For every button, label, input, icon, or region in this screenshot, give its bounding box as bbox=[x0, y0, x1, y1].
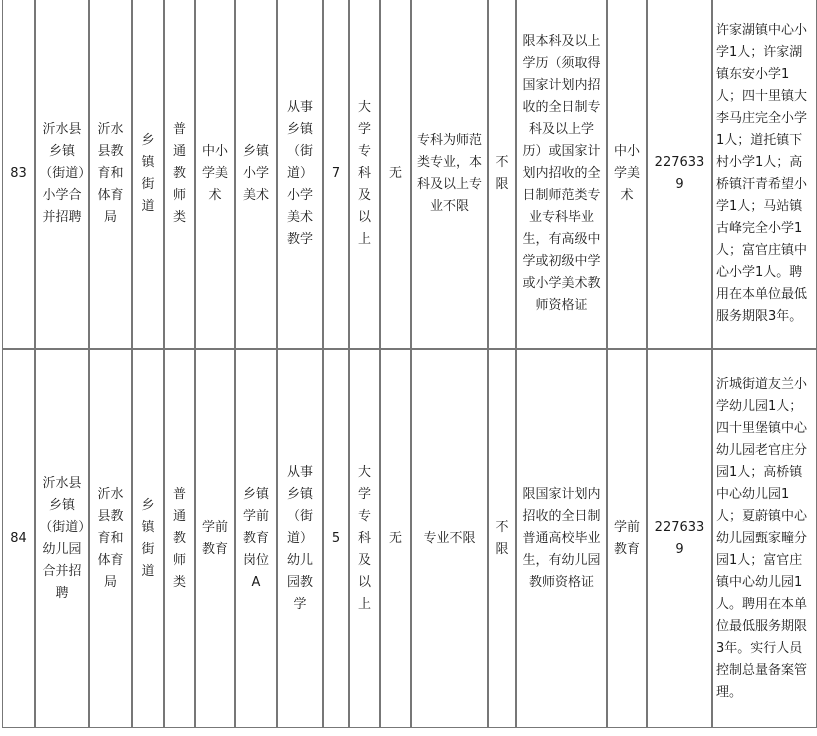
post-name-cell: 乡镇学前教育岗位A bbox=[235, 349, 277, 728]
duty-cell: 从事乡镇（街道）幼儿园教学 bbox=[277, 349, 323, 728]
education-cell: 大学专科及以上 bbox=[349, 0, 380, 349]
requirements-cell: 限本科及以上学历（须取得国家计划内招收的全日制专科及以上学历）或国家计划内招收的全日制师范类专业专科毕业生，有高级中学或初级中学或小学美术教师资格证 bbox=[516, 0, 607, 349]
education-cell: 大学专科及以上 bbox=[349, 349, 380, 728]
post-type-cell: 中小学美术 bbox=[195, 0, 235, 349]
post-name-cell: 乡镇小学美术 bbox=[235, 0, 277, 349]
major-cell: 专业不限 bbox=[411, 349, 488, 728]
post-type-cell: 学前教育 bbox=[195, 349, 235, 728]
other-cell: 不限 bbox=[488, 349, 516, 728]
level-cell: 乡镇街道 bbox=[132, 349, 164, 728]
table-row bbox=[2, 0, 817, 349]
remarks-cell: 沂城街道友兰小学幼儿园1人；四十里堡镇中心幼儿园老官庄分园1人；高桥镇中心幼儿园1人；夏蔚镇中心幼儿园甄家疃分园1人；富官庄镇中心幼儿园1人。聘用在本单位最低服务期限3年。实行人员控制总量备案管理。 bbox=[712, 349, 817, 728]
exam-type-cell: 学前教育 bbox=[607, 349, 647, 728]
position-name-cell: 沂水县乡镇（街道）幼儿园合并招聘 bbox=[35, 349, 89, 728]
count-cell: 7 bbox=[323, 0, 349, 349]
row-number-cell: 83 bbox=[2, 0, 35, 349]
table-row bbox=[2, 349, 817, 728]
other-cell: 不限 bbox=[488, 0, 516, 349]
row-number-cell: 84 bbox=[2, 349, 35, 728]
exam-type-cell: 中小学美术 bbox=[607, 0, 647, 349]
category-cell: 普通教师类 bbox=[164, 0, 195, 349]
phone-cell: 2276339 bbox=[647, 0, 712, 349]
recruitment-table bbox=[2, 0, 817, 728]
position-name-cell: 沂水县乡镇（街道）小学合并招聘 bbox=[35, 0, 89, 349]
major-cell: 专科为师范类专业，本科及以上专业不限 bbox=[411, 0, 488, 349]
department-cell: 沂水县教育和体育局 bbox=[89, 0, 132, 349]
level-cell: 乡镇街道 bbox=[132, 0, 164, 349]
degree-cell: 无 bbox=[380, 0, 411, 349]
duty-cell: 从事乡镇（街道）小学美术教学 bbox=[277, 0, 323, 349]
remarks-cell: 许家湖镇中心小学1人；许家湖镇东安小学1人；四十里镇大李马庄完全小学1人；道托镇下村小学1人；高桥镇汗青希望小学1人；马站镇古峰完全小学1人；富官庄镇中心小学1人。聘用在本单位最低服务期限3年。 bbox=[712, 0, 817, 349]
requirements-cell: 限国家计划内招收的全日制普通高校毕业生，有幼儿园教师资格证 bbox=[516, 349, 607, 728]
phone-cell: 2276339 bbox=[647, 349, 712, 728]
degree-cell: 无 bbox=[380, 349, 411, 728]
count-cell: 5 bbox=[323, 349, 349, 728]
category-cell: 普通教师类 bbox=[164, 349, 195, 728]
department-cell: 沂水县教育和体育局 bbox=[89, 349, 132, 728]
